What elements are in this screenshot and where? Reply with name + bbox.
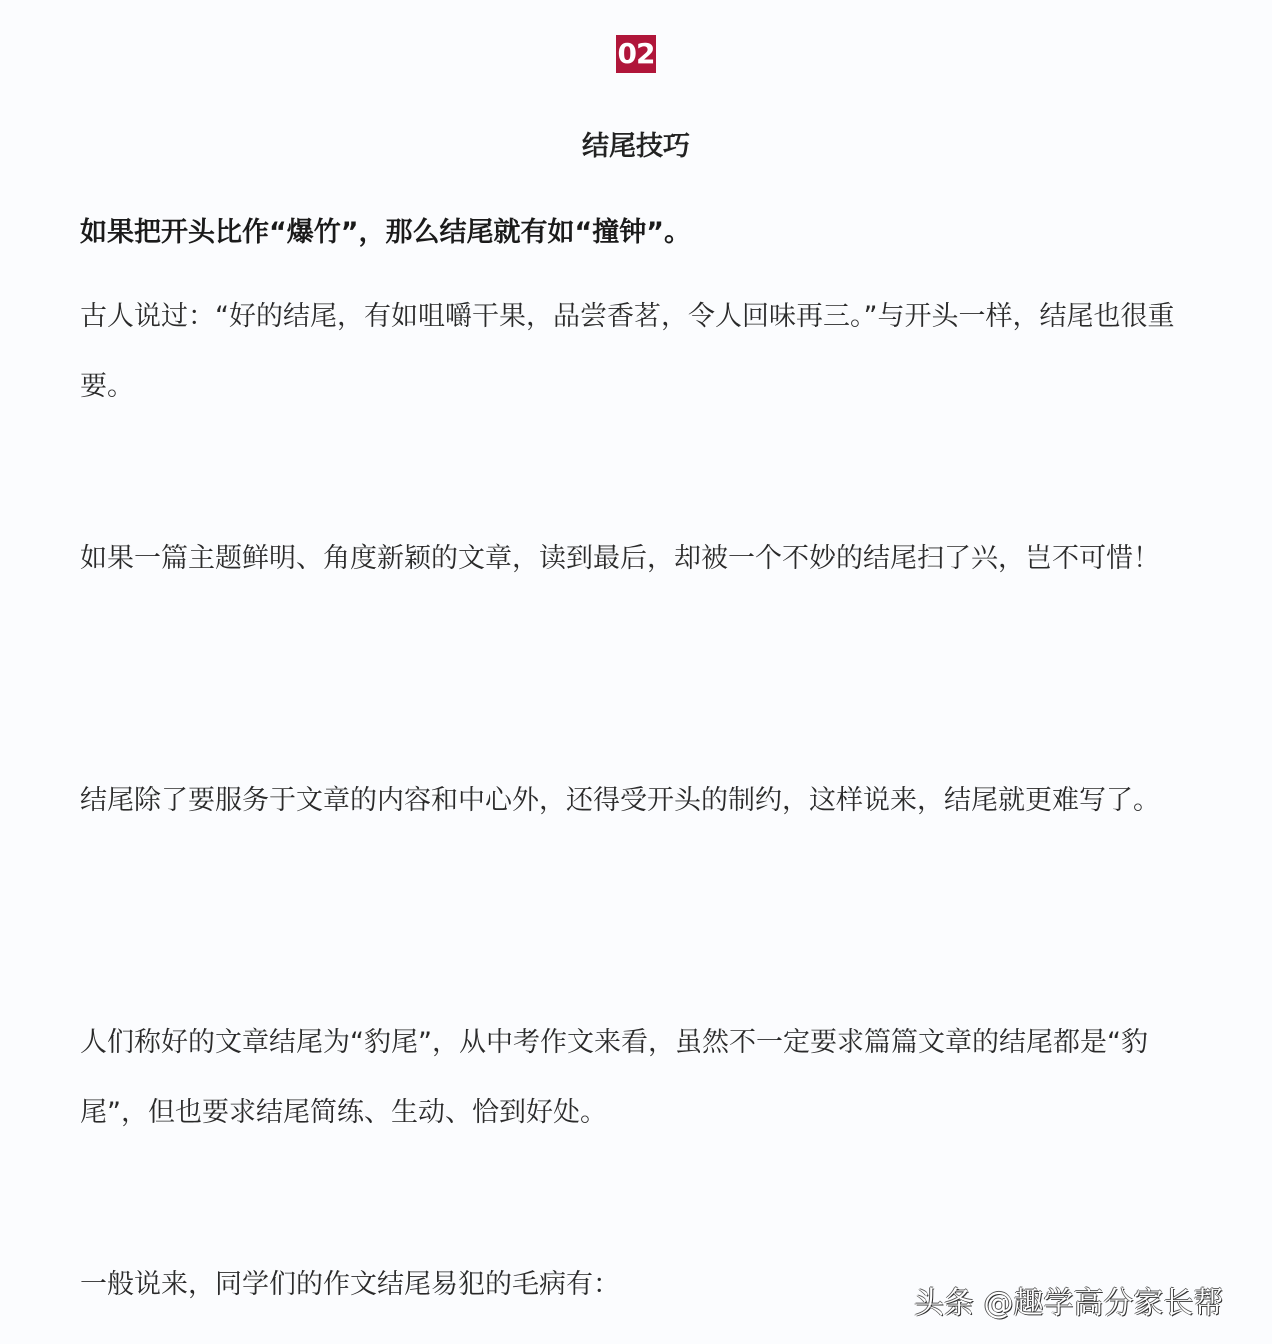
paragraph-4: 人们称好的文章结尾为“豹尾”，从中考作文来看，虽然不一定要求篇篇文章的结尾都是“豹尾”，但也要求结尾简练、生动、恰到好处。 — [80, 1027, 1148, 1128]
lead-sentence: 如果把开头比作“爆竹”，那么结尾就有如“撞钟”。 — [80, 217, 691, 248]
section-title: 结尾技巧 — [582, 131, 690, 162]
section-number-badge: 02 — [616, 35, 656, 73]
paragraph-5: 一般说来，同学们的作文结尾易犯的毛病有： — [80, 1269, 620, 1300]
paragraph-2: 如果一篇主题鲜明、角度新颖的文章，读到最后，却被一个不妙的结尾扫了兴，岂不可惜！ — [80, 543, 1160, 574]
paragraph-3: 结尾除了要服务于文章的内容和中心外，还得受开头的制约，这样说来，结尾就更难写了。 — [80, 785, 1160, 816]
watermark: 头条 @趣学高分家长帮 — [914, 1286, 1224, 1321]
paragraph-1: 古人说过：“好的结尾，有如咀嚼干果，品尝香茗，令人回味再三。”与开头一样，结尾也很重要。 — [80, 301, 1175, 402]
